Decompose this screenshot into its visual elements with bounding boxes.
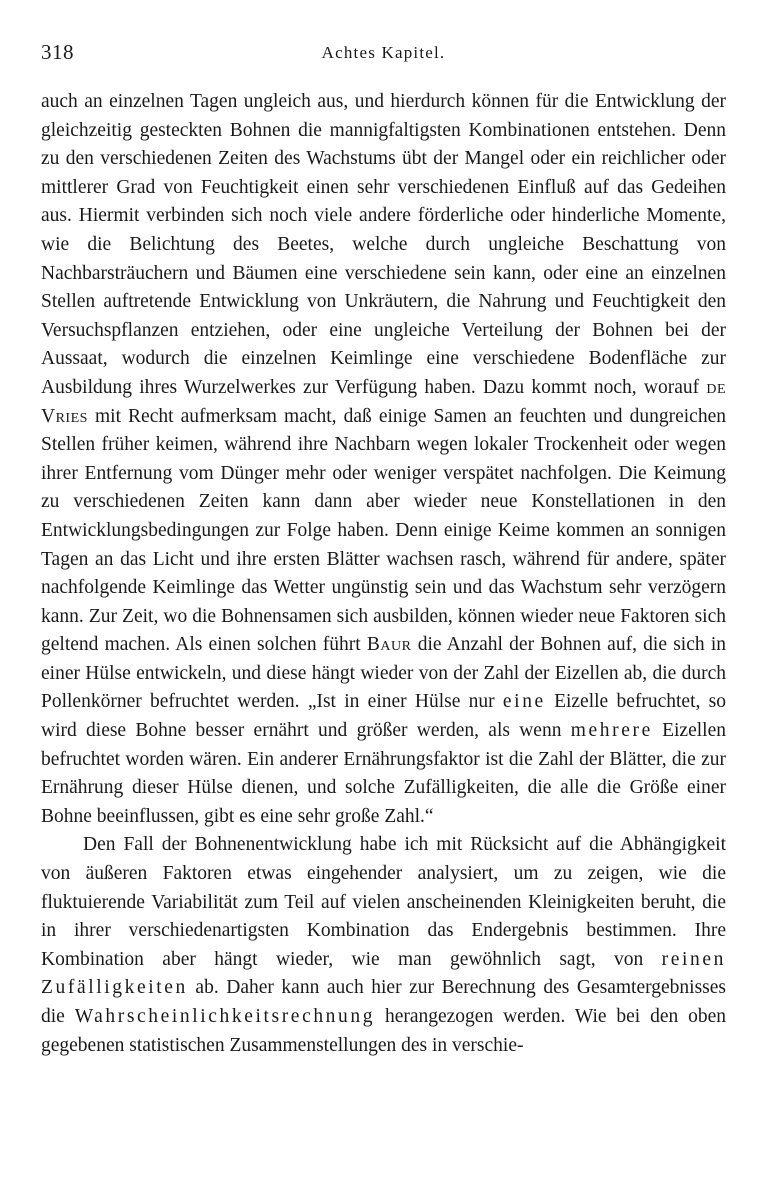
text-run: herangezogen werden. Wie bei den oben gegebenen statistischen Zusammenstellungen des in verschie- [41, 1006, 726, 1056]
text-run: Den Fall der Bohnenentwicklung habe ich mit Rücksicht auf die Abhängigkeit von äußeren Faktoren etwas eingehender analysiert, um zu zeigen, wie die fluktuierende Variabilität zum Teil auf vielen anscheinenden Kleinigkeiten beruht, die in ihrer verschiedenartigsten Kombination das Endergebnis bestimmen. Ihre Kombination aber hängt wieder, wie man gewöhnlich sagt, von [41, 834, 726, 970]
page-number: 318 [41, 40, 74, 64]
author-name-de-vries: de Vries [41, 376, 726, 427]
text-run: die Anzahl der Bohnen auf, die sich in einer Hülse entwickeln, und diese hängt wieder von der Zahl der Eizellen ab, die durch Pollenkörner befruchtet werden. „Ist in einer Hülse nur [41, 634, 726, 713]
text-run: Eizellen befruchtet worden wären. Ein anderer Ernährungsfaktor ist die Zahl der Blätter, die zur Ernährung dieser Hülse dienen, und solche Zufälligkeiten, die alle die Größe einer Bohne beeinflussen, gibt es eine sehr große Zahl.“ [41, 720, 726, 827]
text-run: Eizelle befruchtet, so wird diese Bohne besser ernährt und größer werden, als wenn [41, 691, 726, 742]
paragraph-2 [41, 831, 726, 1060]
text-run: auch an einzelnen Tagen ungleich aus, und hierdurch können für die Entwicklung der gleichzeitig gesteckten Bohnen die mannigfaltigsten Kombinationen entstehen. Denn zu den verschiedenen Zeiten des Wachstums übt der Mangel oder ein reichlicher oder mittlerer Grad von Feuchtigkeit einen sehr verschiedenen Einfluß auf das Gedeihen aus. Hiermit verbinden sich noch viele andere förderliche oder hinderliche Momente, wie die Belichtung des Beetes, welche durch ungleiche Beschattung von Nachbarsträuchern und Bäumen eine verschiedene sein kann, oder eine an einzelnen Stellen auftretende Entwicklung von Unkräutern, die Nahrung und Feuchtigkeit den Versuchspflanzen entziehen, oder eine ungleiche Verteilung der Bohnen bei der Aussaat, wodurch die einzelnen Keimlinge eine verschiedene Bodenfläche zur Ausbildung ihres Wurzelwerkes zur Verfügung haben. Dazu kommt noch, worauf [41, 91, 726, 398]
text-run: ab. Daher kann auch hier zur Berechnung des Gesamtergebnisses die [41, 977, 726, 1027]
emphasis-wahrscheinlichkeitsrechnung: Wahrscheinlichkeitsrechnung [74, 1006, 376, 1027]
body-text [41, 88, 726, 1060]
emphasis-reinen-zufaelligkeiten: reinen Zufälligkeiten [41, 948, 726, 999]
author-name-baur: Baur [366, 634, 412, 656]
emphasis-mehrere: mehrere [570, 720, 653, 742]
text-run: mit Recht aufmerksam macht, daß einige Samen an feuchten und dungreichen Stellen früher keimen, während ihre Nachbarn wegen lokaler Trockenheit oder wegen ihrer Entfernung vom Dünger mehr oder weniger verspätet nachfolgen. Die Keimung zu verschiedenen Zeiten kann dann aber wieder neue Konstellationen in den Entwicklungsbedingungen zur Folge haben. Denn einige Keime kommen an sonnigen Tagen an das Licht und ihre ersten Blätter wachsen rasch, während für andere, später nachfolgende Keimlinge das Wetter ungünstig sein und das Wachstum sehr verzögern kann. Zur Zeit, wo die Bohnensamen sich ausbilden, können wieder neue Faktoren sich geltend machen. Als einen solchen führt [41, 405, 726, 656]
running-head [41, 40, 726, 66]
emphasis-eine: eine [502, 691, 546, 713]
paragraph-1 [41, 88, 726, 831]
chapter-title: Achtes Kapitel. [321, 43, 446, 62]
